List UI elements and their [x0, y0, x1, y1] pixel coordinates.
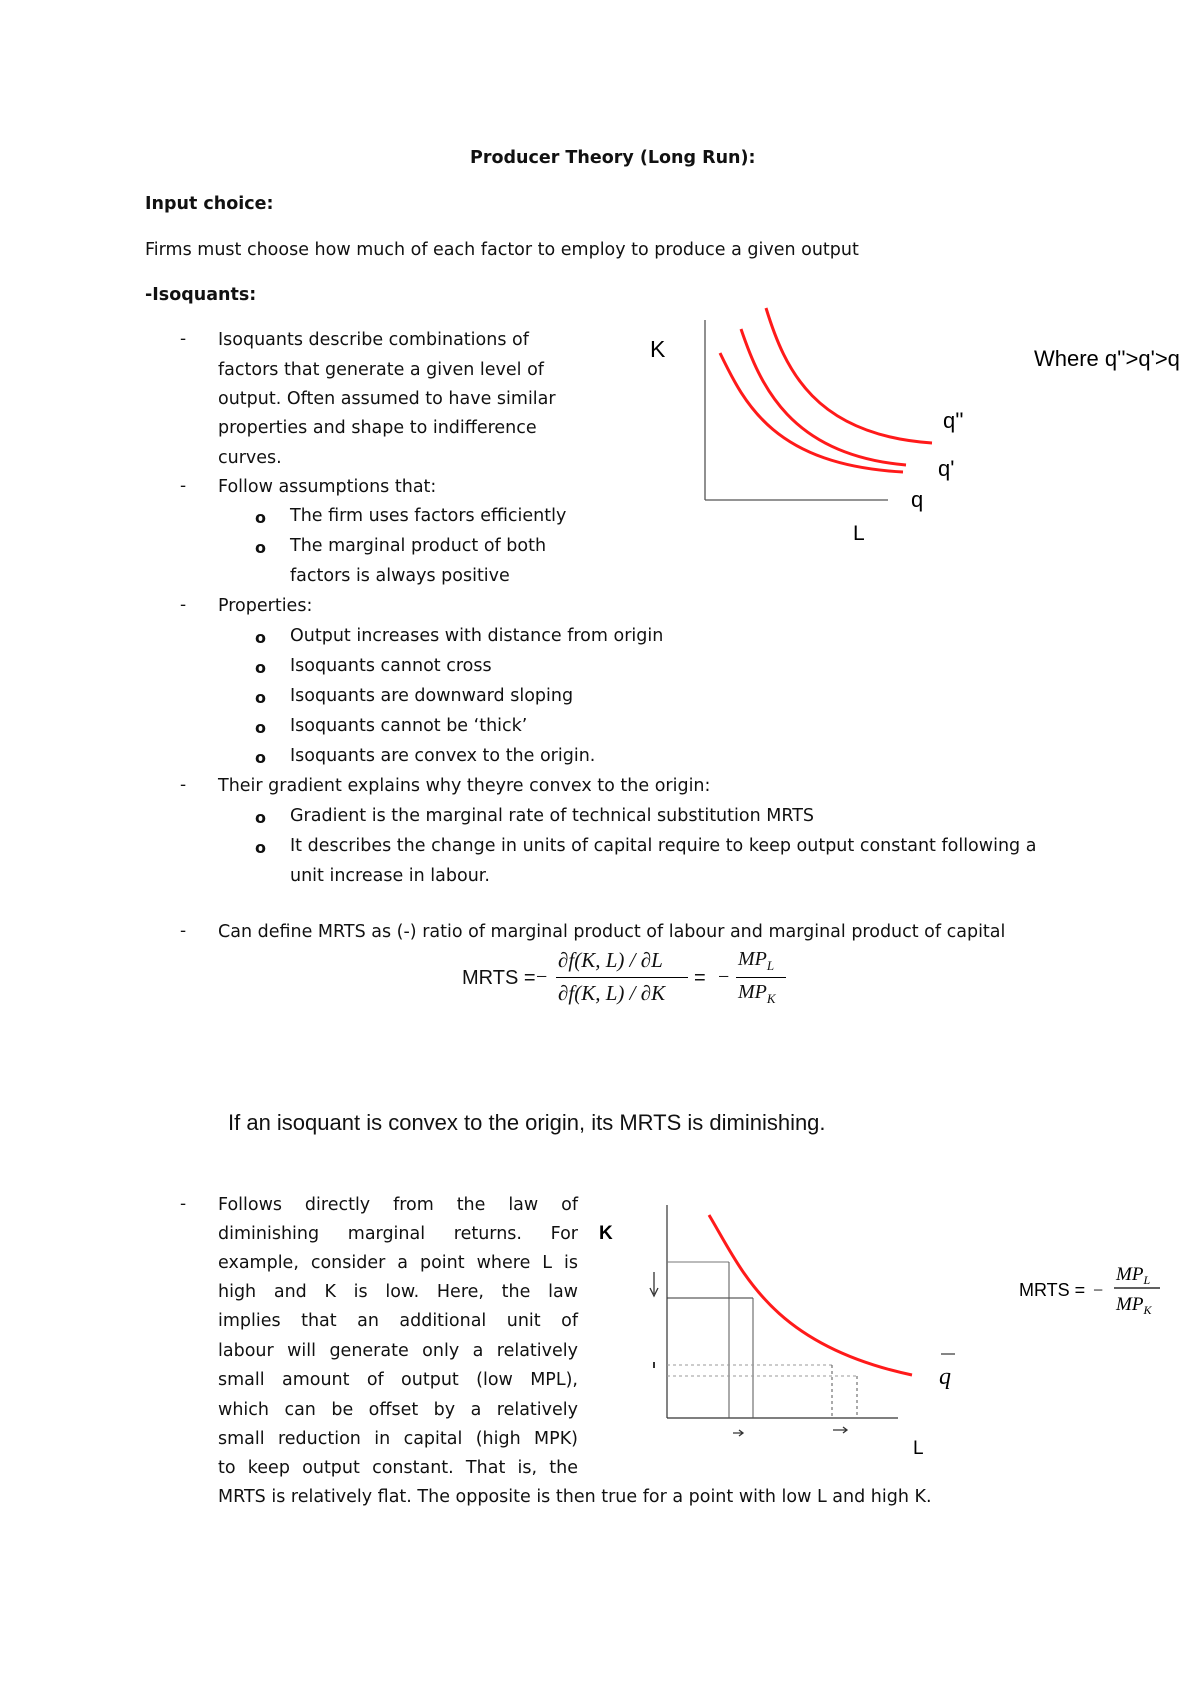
follows-line: diminishing marginal returns. For	[218, 1224, 578, 1244]
follows-line: labour will generate only a relatively	[218, 1341, 578, 1361]
down-arrow-head	[650, 1288, 658, 1296]
follows-last-line: MRTS is relatively flat. The opposite is then true for a point with low L and high K.	[218, 1487, 932, 1507]
formula-denominator: ∂f(K, L) / ∂K	[558, 981, 666, 1005]
mrts-formula	[462, 950, 792, 1010]
right-arrow	[833, 1427, 847, 1433]
circle-bullet: o	[255, 508, 266, 527]
follows-line: small reduction in capital (high MPK)	[218, 1429, 578, 1449]
property-item: Isoquants are convex to the origin.	[290, 746, 596, 766]
curve-label-q: q	[911, 487, 924, 512]
y-axis-label-2: K	[599, 1223, 613, 1244]
dash-bullet: -	[180, 775, 187, 795]
mp-label: MP	[738, 981, 767, 1003]
property-item: Output increases with distance from origin	[290, 626, 664, 646]
follow-text: Follow assumptions that:	[218, 477, 437, 497]
formula-minus: −	[536, 966, 548, 988]
mp-l-numerator	[738, 948, 774, 974]
mrts-definition: Can define MRTS as (-) ratio of marginal product of labour and marginal product of capital	[218, 922, 1006, 942]
follows-line: implies that an additional unit of	[218, 1311, 578, 1331]
y-axis-label: K	[650, 336, 666, 362]
formula-numerator: ∂f(K, L) / ∂L	[558, 948, 663, 972]
formula-lhs: MRTS =	[462, 967, 536, 989]
gradient-item: unit increase in labour.	[290, 866, 490, 886]
circle-bullet: o	[255, 658, 266, 677]
curve-label-qbar: q	[939, 1364, 951, 1390]
mp-sub: L	[766, 958, 775, 973]
mp-label: MP	[1116, 1264, 1144, 1285]
mrts-numerator	[1115, 1264, 1150, 1287]
property-item: Isoquants are downward sloping	[290, 686, 574, 706]
dash-bullet: -	[180, 921, 187, 941]
circle-bullet: o	[255, 718, 266, 737]
fraction-bar	[556, 977, 688, 978]
desc-line: Isoquants describe combinations of	[218, 330, 529, 350]
gradient-heading: Their gradient explains why theyre convex to the origin:	[218, 776, 711, 796]
convex-statement: If an isoquant is convex to the origin, its MRTS is diminishing.	[228, 1110, 826, 1135]
page-title: Producer Theory (Long Run):	[470, 148, 756, 168]
assumption-item: The marginal product of both	[290, 536, 547, 556]
formula-minus: −	[718, 966, 730, 988]
desc-line: properties and shape to indifference	[218, 418, 537, 438]
desc-line: output. Often assumed to have similar	[218, 389, 556, 409]
mp-label: MP	[738, 948, 767, 970]
assumption-item: The firm uses factors efficiently	[290, 506, 567, 526]
curve-label-q-prime: q'	[938, 456, 955, 481]
x-axis-label: L	[853, 522, 865, 545]
mrts-minus: −	[1093, 1280, 1104, 1300]
property-item: Isoquants cannot cross	[290, 656, 492, 676]
intro-text: Firms must choose how much of each factor to employ to produce a given output	[145, 240, 859, 260]
isoquant-qbar	[709, 1215, 912, 1375]
follows-line: small amount of output (low MPL),	[218, 1370, 578, 1390]
follows-line: example, consider a point where L is	[218, 1253, 578, 1273]
circle-bullet: o	[255, 838, 266, 857]
isoquant-q-double-prime	[766, 308, 932, 443]
properties-heading: Properties:	[218, 596, 313, 616]
mp-sub: K	[1143, 1303, 1152, 1317]
dash-bullet: -	[180, 476, 187, 496]
follows-line: high and K is low. Here, the law	[218, 1282, 578, 1302]
dash-bullet: -	[180, 595, 187, 615]
fraction-bar	[736, 977, 786, 978]
circle-bullet: o	[255, 688, 266, 707]
isoquant-q	[720, 353, 903, 472]
right-arrow	[733, 1430, 743, 1436]
mrts-denominator	[1115, 1294, 1152, 1317]
desc-line: factors that generate a given level of	[218, 360, 544, 380]
formula-equals: =	[694, 967, 706, 989]
follows-line: to keep output constant. That is, the	[218, 1458, 578, 1478]
follows-line: which can be offset by a relatively	[218, 1400, 578, 1420]
mp-label: MP	[1116, 1294, 1144, 1315]
follows-line: Follows directly from the law of	[218, 1195, 578, 1215]
circle-bullet: o	[255, 538, 266, 557]
gradient-item: It describes the change in units of capital require to keep output constant following a	[290, 836, 1037, 856]
curve-label-q-double-prime: q''	[943, 408, 964, 433]
property-item: Isoquants cannot be ‘thick’	[290, 716, 528, 736]
input-choice-heading: Input choice:	[145, 194, 274, 214]
dash-bullet: -	[180, 329, 187, 349]
mp-k-denominator	[738, 981, 776, 1007]
dash-bullet: -	[180, 1194, 187, 1214]
assumption-item: factors is always positive	[290, 566, 510, 586]
circle-bullet: o	[255, 748, 266, 767]
isoquants-heading: -Isoquants:	[145, 285, 257, 305]
isoquant-q-prime	[741, 329, 906, 465]
mrts-label: MRTS =	[1019, 1280, 1086, 1300]
circle-bullet: o	[255, 628, 266, 647]
mp-sub: L	[1143, 1273, 1151, 1287]
gradient-item: Gradient is the marginal rate of technical substitution MRTS	[290, 806, 815, 826]
circle-bullet: o	[255, 808, 266, 827]
x-axis-label-2: L	[913, 1438, 924, 1459]
mp-sub: K	[766, 991, 776, 1006]
desc-line: curves.	[218, 448, 282, 468]
chart-note: Where q''>q'>q	[1034, 346, 1180, 371]
